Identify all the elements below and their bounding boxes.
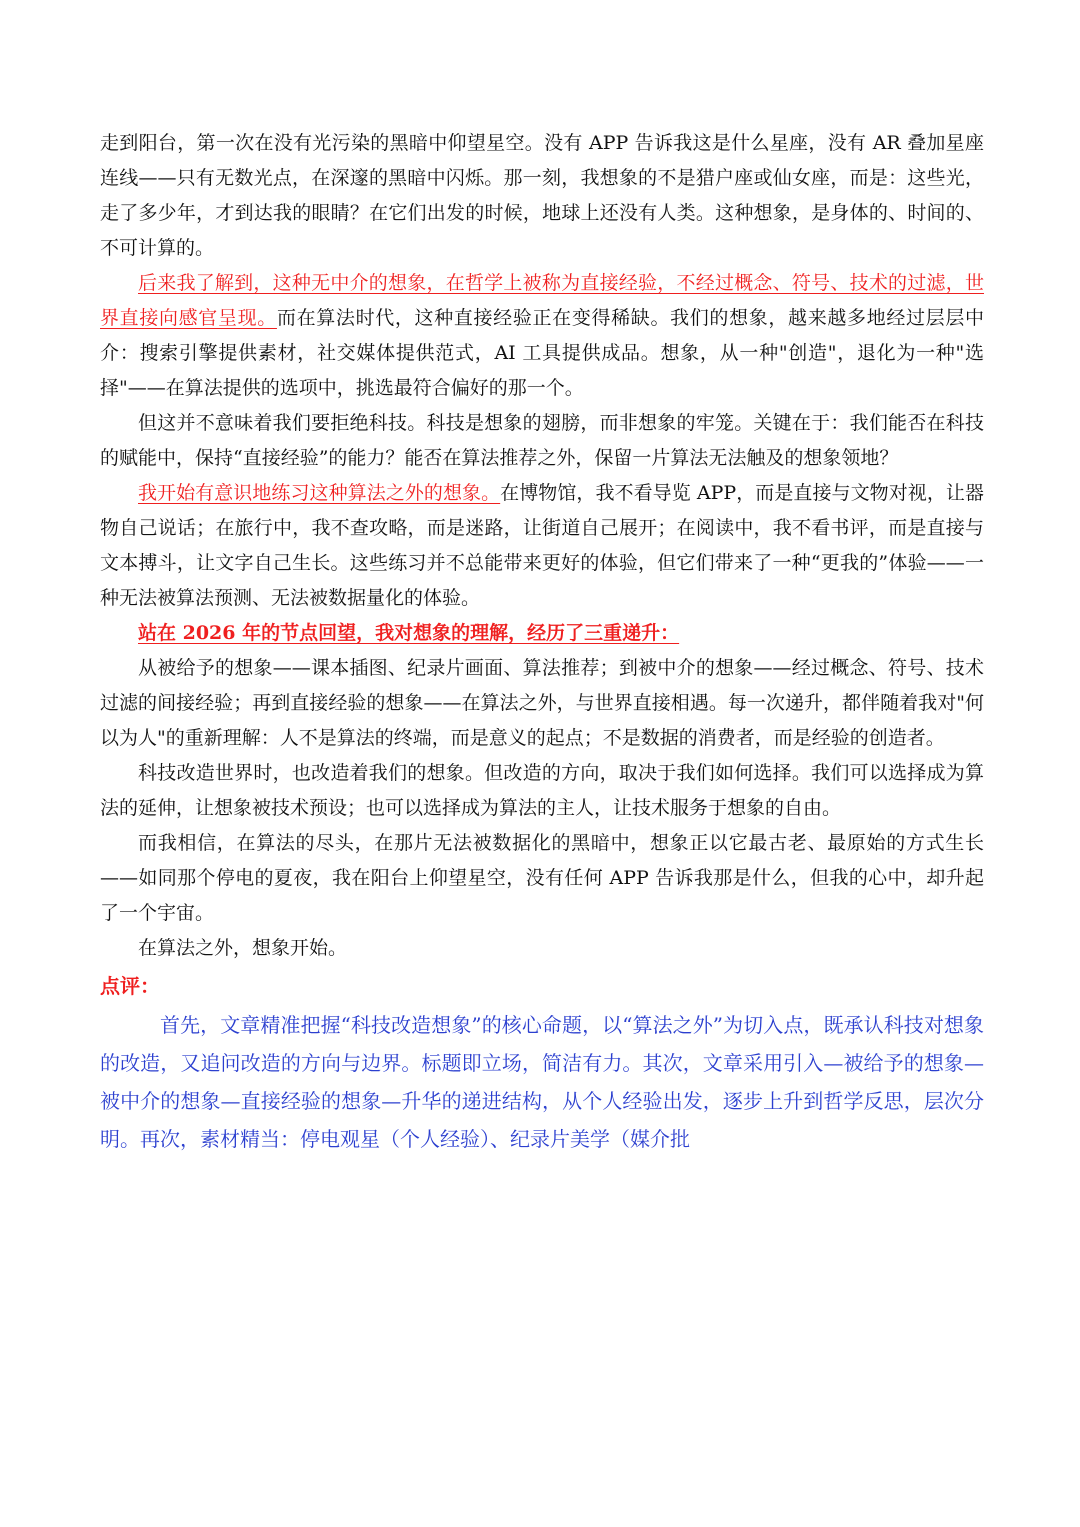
paragraph-closing: 在算法之外，想象开始。 — [138, 937, 348, 959]
paragraph-practice — [100, 476, 984, 616]
paragraph-direct-experience-rest: 而在算法时代，这种直接经验正在变得稀缺。我们的想象，越来越多地经过层层中介：搜索引擎提供素材，社交媒体提供范式，AI 工具提供成品。想象，从一种"创造"，退化为一种"选择"——在算法提供的选项中，挑选最符合偏好的那一个。 — [100, 307, 984, 399]
paragraph-three-stages: 从被给予的想象——课本插图、纪录片画面、算法推荐；到被中介的想象——经过概念、符号、技术过滤的间接经验；再到直接经验的想象——在算法之外，与世界直接相遇。每一次递升，都伴随着我对"何以为人"的重新理解：人不是算法的终端，而是意义的起点；不是数据的消费者，而是经验的创造者。 — [100, 657, 984, 749]
paragraph-direct-experience — [100, 266, 984, 406]
essay-body — [100, 126, 984, 1158]
review-text: 首先，文章精准把握“科技改造想象”的核心命题，以“算法之外”为切入点，既承认科技对想象的改造，又追问改造的方向与边界。标题即立场，简洁有力。其次，文章采用引入—被给予的想象—被中介的想象—直接经验的想象—升华的递进结构，从个人经验出发，逐步上升到哲学反思，层次分明。再次，素材精当：停电观星（个人经验）、纪录片美学（媒介批 — [100, 1013, 984, 1151]
highlight-direct-experience: 后来我了解到，这种无中介的想象，在哲学上被称为直接经验，不经过概念、符号、技术的过滤，世界直接向感官呈现。 — [100, 272, 984, 329]
paragraph-three-stages-lead — [100, 616, 984, 651]
highlight-practice: 我开始有意识地练习这种算法之外的想象。 — [138, 482, 501, 504]
paragraph-universe: 而我相信，在算法的尽头，在那片无法被数据化的黑暗中，想象正以它最古老、最原始的方式生长——如同那个停电的夏夜，我在阳台上仰望星空，没有任何 APP 告诉我那是什么，但我的心中，却升起了一个宇宙。 — [100, 832, 984, 924]
paragraph-practice-rest: 在博物馆，我不看导览 APP，而是直接与文物对视，让器物自己说话；在旅行中，我不查攻略，而是迷路，让街道自己展开；在阅读中，我不看书评，而是直接与文本搏斗，让文字自己生长。这些练习并不总能带来更好的体验，但它们带来了一种“更我的”体验——一种无法被算法预测、无法被数据量化的体验。 — [100, 482, 984, 609]
review-heading: 点评： — [100, 974, 160, 998]
paragraph-technology-wings: 但这并不意味着我们要拒绝科技。科技是想象的翅膀，而非想象的牢笼。关键在于：我们能否在科技的赋能中，保持“直接经验”的能力？能否在算法推荐之外，保留一片算法无法触及的想象领地？ — [100, 412, 984, 469]
paragraph-choice: 科技改造世界时，也改造着我们的想象。但改造的方向，取决于我们如何选择。我们可以选择成为算法的延伸，让想象被技术预设；也可以选择成为算法的主人，让技术服务于想象的自由。 — [100, 762, 984, 819]
paragraph-stargazing: 走到阳台，第一次在没有光污染的黑暗中仰望星空。没有 APP 告诉我这是什么星座，没有 AR 叠加星座连线——只有无数光点，在深邃的黑暗中闪烁。那一刻，我想象的不是猎户座或仙女座，而是：这些光，走了多少年，才到达我的眼睛？在它们出发的时候，地球上还没有人类。这种想象，是身体的、时间的、不可计算的。 — [100, 132, 984, 259]
highlight-three-stages: 站在 2026 年的节点回望，我对想象的理解，经历了三重递升： — [138, 622, 680, 644]
